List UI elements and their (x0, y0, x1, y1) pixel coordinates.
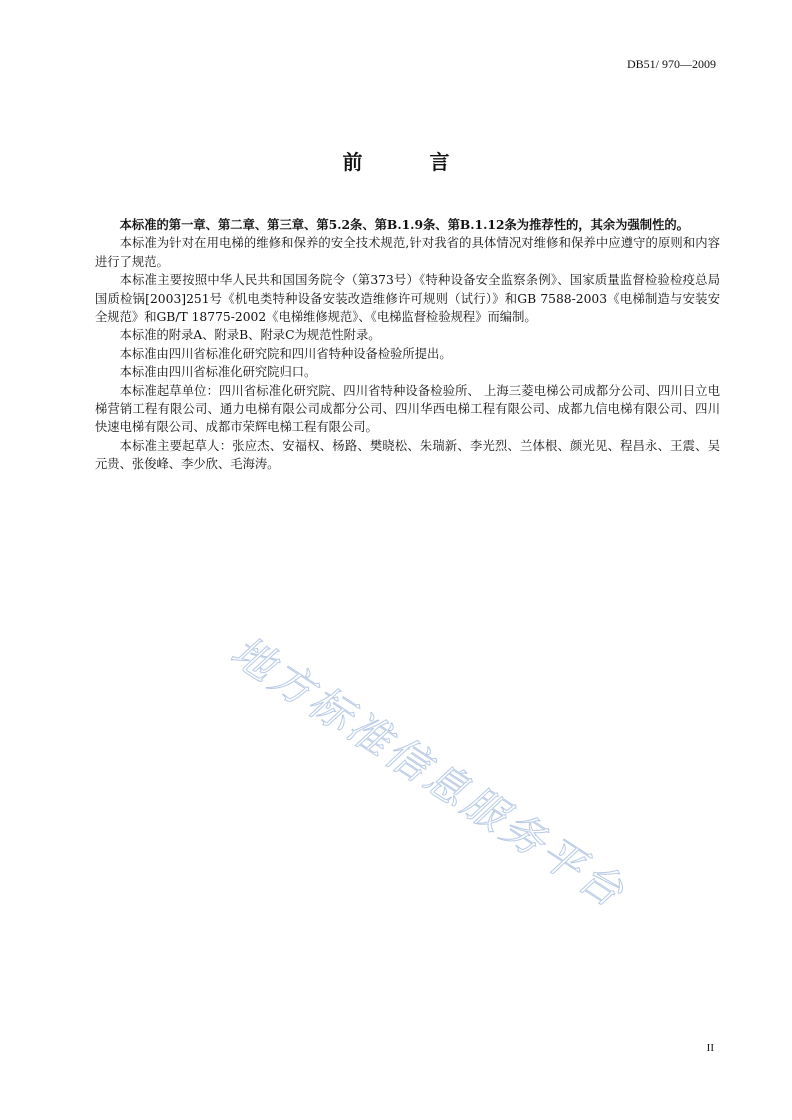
page-title: 前 言 (342, 150, 480, 174)
page-number: II (706, 1042, 714, 1054)
paragraph-proposer: 本标准由四川省标准化研究院和四川省特种设备检验所提出。 (119, 346, 452, 361)
document-code: DB51/ 970—2009 (626, 57, 716, 71)
paragraph-drafters: 本标准主要起草人：张应杰、安福权、杨路、樊晓松、朱瑞新、李光烈、兰体根、颜光见、程昌永、王震、吴元贵、张俊峰、李少欣、毛海涛。 (95, 438, 720, 472)
preface-body (95, 216, 720, 474)
paragraph-basis: 本标准主要按照中华人民共和国国务院令（第373号）《特种设备安全监察条例》、国家质量监督检验检疫总局 国质检锅[2003]251号《机电类特种设备安装改造维修许可规则（试行）》和GB 7588-2003《电梯制造与安装安全规范》和GB/T 18775-2002《电梯维修规范》、《电梯监督检验规程》而编制。 (95, 273, 720, 325)
paragraph-purpose: 本标准为针对在用电梯的维修和保养的安全技术规范,针对我省的具体情况对维修和保养中应遵守的原则和内容进行了规范。 (95, 236, 720, 269)
paragraph-appendices: 本标准的附录A、附录B、附录C为规范性附录。 (119, 328, 381, 343)
paragraph-scope: 本标准的第一章、第二章、第三章、第5.2条、第B.1.9条、第B.1.12条为推荐性的，其余为强制性的。 (119, 217, 689, 232)
paragraph-drafting-units: 本标准起草单位：四川省标准化研究院、四川省特种设备检验所、 上海三菱电梯公司成都分公司、四川日立电梯营销工程有限公司、通力电梯有限公司成都分公司、四川华西电梯工程有限公司、成都九信电梯有限公司、四川快速电梯有限公司、成都市荣辉电梯工程有限公司。 (95, 383, 720, 435)
watermark-text: 地方标准信息服务平台 (222, 626, 635, 918)
paragraph-responsible: 本标准由四川省标准化研究院归口。 (119, 365, 317, 380)
